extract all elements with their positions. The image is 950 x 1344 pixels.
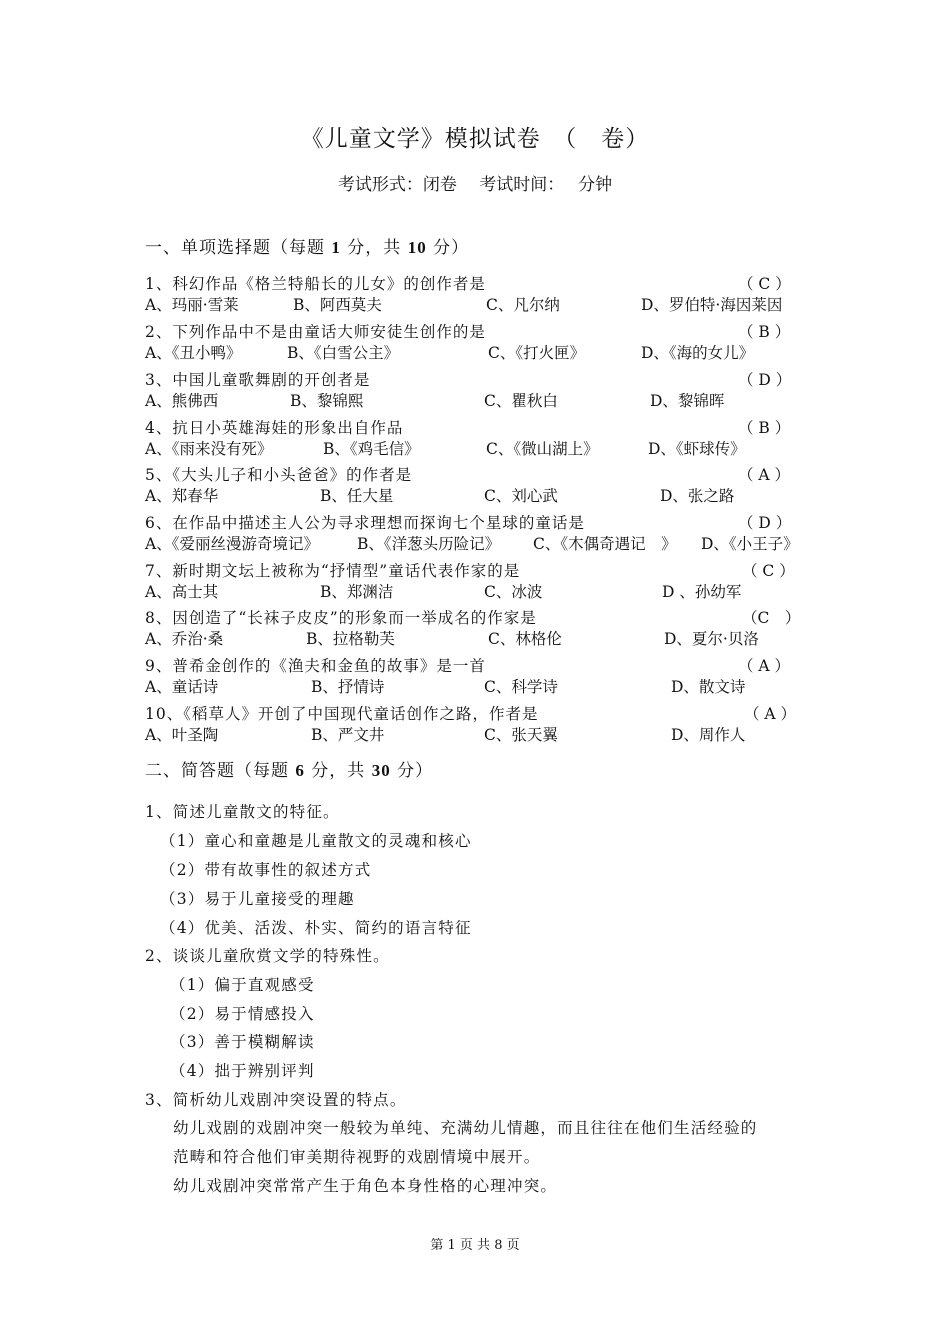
option-d: D、《小王子》 — [701, 535, 799, 553]
question-text: 1、科幻作品《格兰特船长的儿女》的创作者是 — [145, 275, 486, 293]
option-b: B、《鸡毛信》 — [323, 440, 420, 458]
question-text: 3、中国儿童歌舞剧的开创者是 — [145, 371, 371, 389]
answer-marker: （ B ） — [738, 419, 791, 437]
question-text: 8、因创造了“长袜子皮皮”的形象而一举成名的作家是 — [145, 609, 537, 627]
question-text: 7、新时期文坛上被称为“抒情型”童话代表作家的是 — [145, 562, 521, 580]
answer-line: （3）易于儿童接受的理趣 — [160, 890, 355, 908]
option-c: C、《微山湖上》 — [486, 440, 599, 458]
option-b: B、《白雪公主》 — [287, 344, 400, 362]
option-d: D、散文诗 — [671, 678, 746, 696]
option-c: C、《木偶奇遇记 》 — [533, 535, 677, 553]
answer-paragraph-line: 幼儿戏剧冲突常常产生于角色本身性格的心理冲突。 — [173, 1177, 558, 1195]
option-c: C、科学诗 — [484, 678, 558, 696]
section-1-heading — [145, 233, 469, 258]
option-c: C、刘心武 — [484, 487, 558, 505]
option-b: B、拉格勒芙 — [306, 630, 395, 648]
section-2-prefix: 二、简答题（每题 — [145, 761, 296, 781]
option-a: A、郑春华 — [145, 487, 219, 505]
answer-marker: （ A ） — [744, 705, 797, 723]
section-1-points-each: 1 — [331, 238, 341, 257]
option-b: B、黎锦熙 — [290, 392, 364, 410]
option-c: C、林格伦 — [488, 630, 562, 648]
option-d: D、罗伯特·海因莱因 — [641, 296, 783, 314]
answer-marker: （ D ） — [738, 514, 792, 532]
answer-marker: （C ） — [742, 609, 801, 627]
option-b: B、郑渊洁 — [320, 583, 394, 601]
option-b: B、任大星 — [320, 487, 394, 505]
section-1-mid: 分，共 — [340, 238, 408, 258]
option-a: A、玛丽·雪莱 — [145, 296, 239, 314]
option-d: D、周作人 — [671, 726, 746, 744]
option-b: B、抒情诗 — [311, 678, 385, 696]
section-2-heading — [145, 756, 433, 781]
answer-marker: （ C ） — [742, 562, 795, 580]
answer-paragraph-line: 幼儿戏剧的戏剧冲突一般较为单纯、充满幼儿情趣，而且往往在他们生活经验的 — [173, 1119, 758, 1137]
option-a: A、熊佛西 — [145, 392, 219, 410]
question-text: 5、《大头儿子和小头爸爸》的作者是 — [145, 466, 413, 484]
page-title: 《儿童文学》模拟试卷 （ 卷） — [300, 126, 650, 152]
answer-line: （2）带有故事性的叙述方式 — [160, 861, 372, 879]
exam-info: 考试形式：闭卷 考试时间： 分钟 — [337, 175, 613, 195]
option-a: A、童话诗 — [145, 678, 219, 696]
option-c: C、《打火匣》 — [488, 344, 586, 362]
question-text: 6、在作品中描述主人公为寻求理想而探询七个星球的童话是 — [145, 514, 585, 532]
answer-marker: （ A ） — [738, 657, 791, 675]
option-b: B、严文井 — [311, 726, 385, 744]
answer-line: （4）优美、活泼、朴实、简约的语言特征 — [160, 919, 472, 937]
option-c: C、冰波 — [484, 583, 543, 601]
answer-line: （4）拙于辨别评判 — [170, 1062, 315, 1080]
page-footer: 第 1 页 共 8 页 — [430, 1238, 520, 1253]
option-a: A、《雨来没有死》 — [145, 440, 273, 458]
option-a: A、高士其 — [145, 583, 219, 601]
section-1-suffix: 分） — [426, 238, 470, 258]
short-answer-question: 2、谈谈儿童欣赏文学的特殊性。 — [145, 947, 390, 965]
answer-paragraph-line: 范畴和符合他们审美期待视野的戏剧情境中展开。 — [173, 1148, 541, 1166]
option-a: A、乔治·桑 — [145, 630, 224, 648]
answer-line: （1）偏于直观感受 — [170, 976, 315, 994]
option-a: A、叶圣陶 — [145, 726, 219, 744]
option-a: A、《爱丽丝漫游奇境记》 — [145, 535, 319, 553]
question-text: 2、下列作品中不是由童话大师安徒生创作的是 — [145, 323, 486, 341]
question-text: 9、普希金创作的《渔夫和金鱼的故事》是一首 — [145, 657, 486, 675]
option-d: D、《虾球传》 — [648, 440, 746, 458]
short-answer-question: 1、简述儿童散文的特征。 — [145, 803, 340, 821]
short-answer-question: 3、简析幼儿戏剧冲突设置的特点。 — [145, 1091, 407, 1109]
answer-marker: （ A ） — [738, 466, 791, 484]
section-2-suffix: 分） — [390, 761, 434, 781]
answer-marker: （ C ） — [738, 275, 791, 293]
option-c: C、瞿秋白 — [484, 392, 558, 410]
question-text: 4、抗日小英雄海娃的形象出自作品 — [145, 419, 404, 437]
option-c: C、张天翼 — [484, 726, 558, 744]
option-b: B、《洋葱头历险记》 — [357, 535, 501, 553]
option-d: D 、孙幼军 — [662, 583, 742, 601]
section-2-points-total: 30 — [371, 761, 391, 780]
question-text: 10、《稻草人》开创了中国现代童话创作之路，作者是 — [145, 705, 539, 723]
section-2-points-each: 6 — [295, 761, 305, 780]
option-d: D、黎锦晖 — [650, 392, 725, 410]
option-b: B、阿西莫夫 — [293, 296, 382, 314]
answer-line: （1）童心和童趣是儿童散文的灵魂和核心 — [160, 832, 472, 850]
answer-marker: （ D ） — [738, 371, 792, 389]
section-1-prefix: 一、单项选择题（每题 — [145, 238, 332, 258]
option-d: D、夏尔·贝洛 — [664, 630, 759, 648]
answer-line: （3）善于模糊解读 — [170, 1033, 315, 1051]
answer-marker: （ B ） — [738, 323, 791, 341]
section-2-mid: 分，共 — [304, 761, 372, 781]
option-c: C、凡尔纳 — [486, 296, 560, 314]
option-a: A、《丑小鸭》 — [145, 344, 242, 362]
section-1-points-total: 10 — [407, 238, 427, 257]
answer-line: （2）易于情感投入 — [170, 1005, 315, 1023]
option-d: D、《海的女儿》 — [641, 344, 755, 362]
option-d: D、张之路 — [660, 487, 735, 505]
